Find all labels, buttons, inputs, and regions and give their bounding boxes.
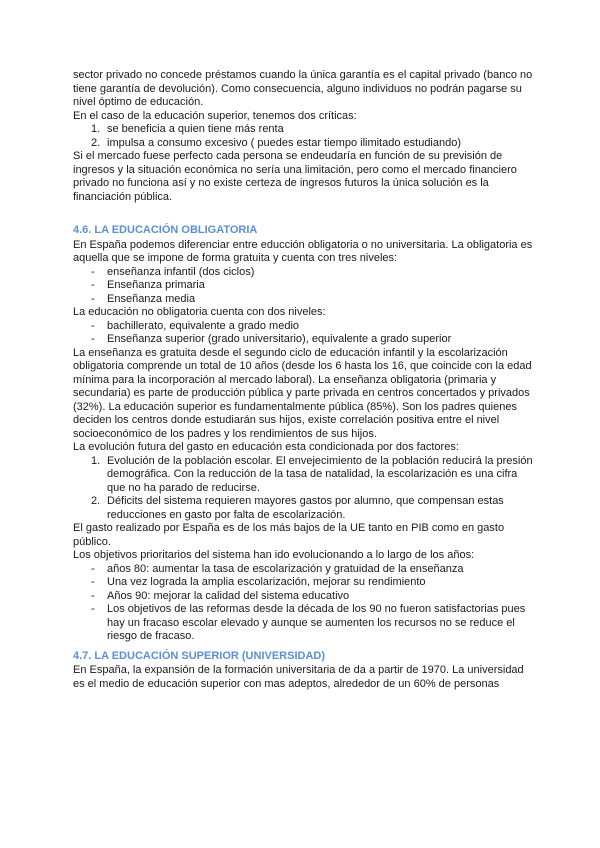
list-item: 2. Déficits del sistema requieren mayores gastos por alumno, que compensan estas reducciones en gasto por falta de escolarización. xyxy=(91,495,504,521)
paragraph: La evolución futura del gasto en educación esta condicionada por dos factores: xyxy=(73,441,459,453)
intro-paragraph: sector privado no concede préstamos cuando la única garantía es el capital privado (banco no tiene garantía de devolución). Como consecuencia, alguno individuos no podrán pagarse su nivel óptimo de educación. xyxy=(73,69,533,108)
paragraph: La enseñanza es gratuita desde el segundo ciclo de educación infantil y la escolarización obligatoria comprende un total de 10 años (desde los 6 hasta los 16, que coincide con la edad mínima para la incorporación al mercado laboral). La enseñanza obligatoria (primaria y secundaria) es parte de producción pública y parte privada en centros concertados y privados (32%). La educación superior es fundamentalmente pública (85%). Son los padres quienes deciden los centros donde estudiarán sus hijos, existe correlación positiva entre el nivel socioeconómico de los padres y los rendimientos de sus hijos. xyxy=(73,346,532,440)
paragraph: Los objetivos prioritarios del sistema han ido evolucionando a lo largo de los años: xyxy=(73,549,475,561)
list-item: - Enseñanza superior (grado universitario), equivalente a grado superior xyxy=(91,333,452,345)
list-item: - Una vez lograda la amplia escolarización, mejorar su rendimiento xyxy=(91,576,426,588)
list-item: 2. impulsa a consumo excesivo ( puedes estar tiempo ilimitado estudiando) xyxy=(91,136,462,149)
document-body xyxy=(73,69,533,691)
paragraph: El gasto realizado por España es de los más bajos de la UE tanto en PIB como en gasto público. xyxy=(73,522,505,548)
list-item: - Años 90: mejorar la calidad del sistema educativo xyxy=(91,589,350,602)
nonmandatory-list xyxy=(73,320,533,347)
list-item: - años 80: aumentar la tasa de escolarización y gratuidad de la enseñanza xyxy=(91,562,464,575)
objectives-list xyxy=(73,563,533,644)
list-item: - bachillerato, equivalente a grado medio xyxy=(91,319,300,332)
market-paragraph: Si el mercado fuese perfecto cada persona se endeudaría en función de su previsión de ingresos y la situación económica no sería una limitación, pero como el mercado financiero privado no funciona así y no existe certeza de ingresos futuros la única solución es la financiación pública. xyxy=(73,150,517,203)
critique-intro: En el caso de la educación superior, tenemos dos críticas: xyxy=(73,109,357,122)
critique-list xyxy=(73,123,533,150)
section-heading-4-6: 4.6. LA EDUCACIÓN OBLIGATORIA xyxy=(73,224,258,236)
list-item: 1. se beneficia a quien tiene más renta xyxy=(91,123,284,135)
list-item: - Enseñanza media xyxy=(91,292,196,305)
paragraph: En España podemos diferenciar entre educción obligatoria o no universitaria. La obligatoria es aquella que se impone de forma gratuita y cuenta con tres niveles: xyxy=(73,238,533,264)
factors-list xyxy=(73,455,533,523)
list-item: - Enseñanza primaria xyxy=(91,279,205,291)
list-item: - enseñanza infantil (dos ciclos) xyxy=(91,265,255,278)
section-heading-4-7: 4.7. LA EDUCACIÓN SUPERIOR (UNIVERSIDAD) xyxy=(73,649,326,662)
paragraph: En España, la expansión de la formación universitaria de da a partir de 1970. La universidad es el medio de educación superior con mas adeptos, alrededor de un 60% de personas xyxy=(73,664,524,690)
list-item: - Los objetivos de las reformas desde la década de los 90 no fueron satisfactorias pues hay un fracaso escolar elevado y aunque se aumenten los recursos no se reduce el riesgo de fracaso. xyxy=(91,603,526,642)
paragraph: La educación no obligatoria cuenta con dos niveles: xyxy=(73,306,326,318)
list-item: 1. Evolución de la población escolar. El envejecimiento de la población reducirá la presión demográfica. Con la reducción de la tasa de natalidad, la escolarización es una cifra que no ha parado de reducirse. xyxy=(91,454,533,494)
levels-list xyxy=(73,266,533,307)
